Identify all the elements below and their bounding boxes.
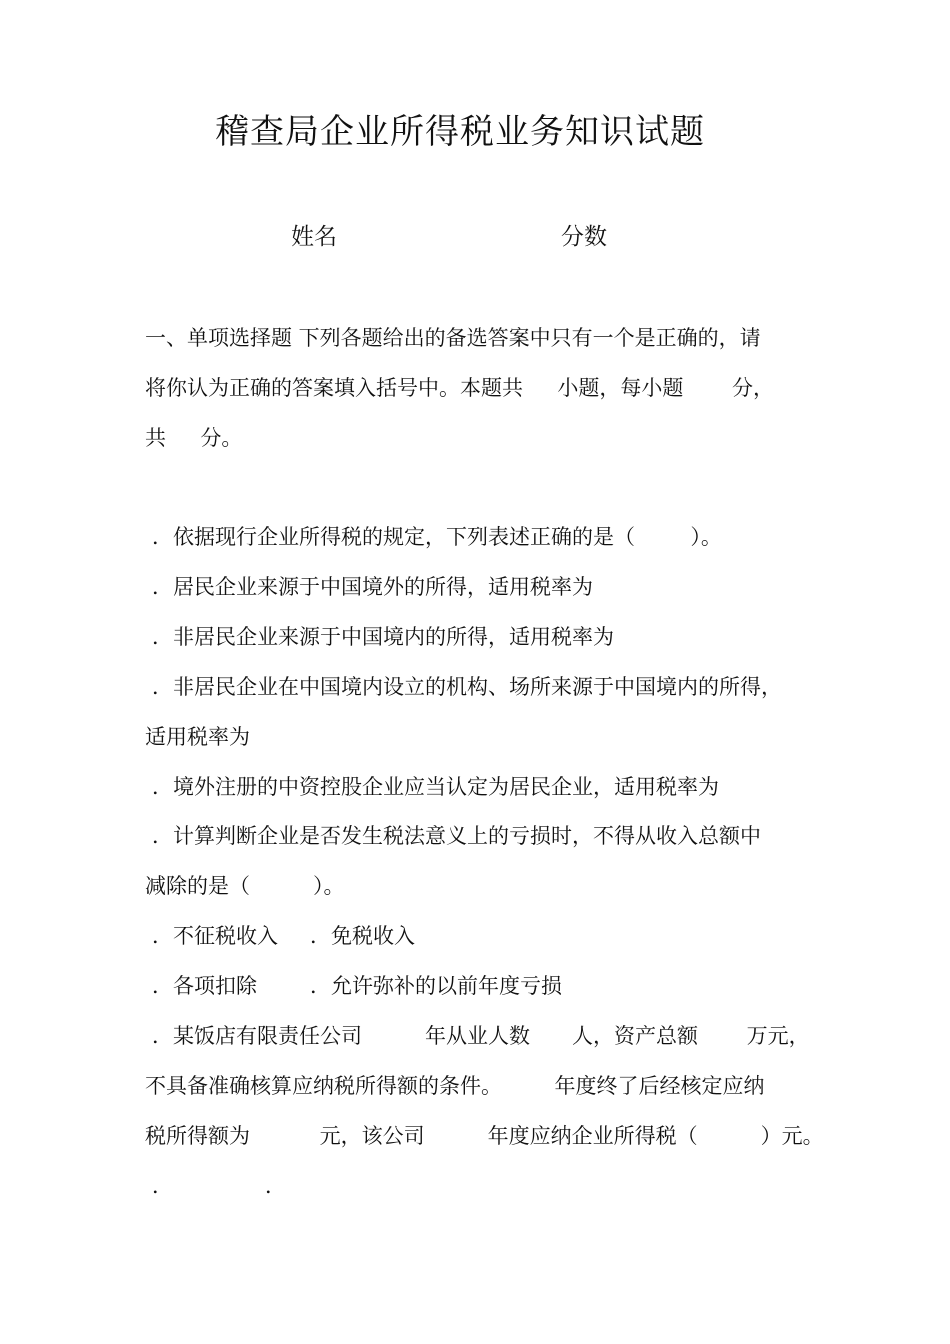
section-instruction-line-3: 共 分。 <box>145 426 243 450</box>
name-label: 姓名 <box>291 224 337 250</box>
question-2-option-d: ．允许弥补的以前年度亏损 <box>310 974 562 998</box>
question-1-option-a: ．居民企业来源于中国境外的所得，适用税率为 <box>152 575 593 599</box>
question-3-stem-cont-2: 税所得额为 元，该公司 年度应纳企业所得税（ ）元。 <box>145 1124 824 1148</box>
question-1-option-b: ．非居民企业来源于中国境内的所得，适用税率为 <box>152 625 614 649</box>
question-1-option-d: ．境外注册的中资控股企业应当认定为居民企业，适用税率为 <box>152 775 719 799</box>
section-instruction-line-1: 一、单项选择题 下列各题给出的备选答案中只有一个是正确的，请 <box>145 326 761 350</box>
question-1-option-c: ．非居民企业在中国境内设立的机构、场所来源于中国境内的所得， <box>152 675 782 699</box>
question-2-stem: ．计算判断企业是否发生税法意义上的亏损时，不得从收入总额中 <box>152 824 761 848</box>
document-title: 稽查局企业所得税业务知识试题 <box>215 112 705 152</box>
question-3-stem-cont-1: 不具备准确核算应纳税所得额的条件。 年度终了后经核定应纳 <box>145 1074 765 1098</box>
question-1-option-c-cont: 适用税率为 <box>145 725 250 749</box>
section-instruction-line-2: 将你认为正确的答案填入括号中。本题共 小题，每小题 分， <box>145 376 775 400</box>
question-1-stem: ．依据现行企业所得税的规定，下列表述正确的是（ ）。 <box>152 525 722 549</box>
question-3-option-b: ． <box>265 1174 286 1198</box>
question-2-stem-cont: 减除的是（ ）。 <box>145 874 345 898</box>
question-3-option-a: ． <box>152 1174 173 1198</box>
question-3-stem: ．某饭店有限责任公司 年从业人数 人，资产总额 万元， <box>152 1024 810 1048</box>
question-2-option-c: ．各项扣除 <box>152 974 257 998</box>
question-2-option-b: ．免税收入 <box>310 924 415 948</box>
question-2-option-a: ．不征税收入 <box>152 924 278 948</box>
score-label: 分数 <box>561 224 607 250</box>
